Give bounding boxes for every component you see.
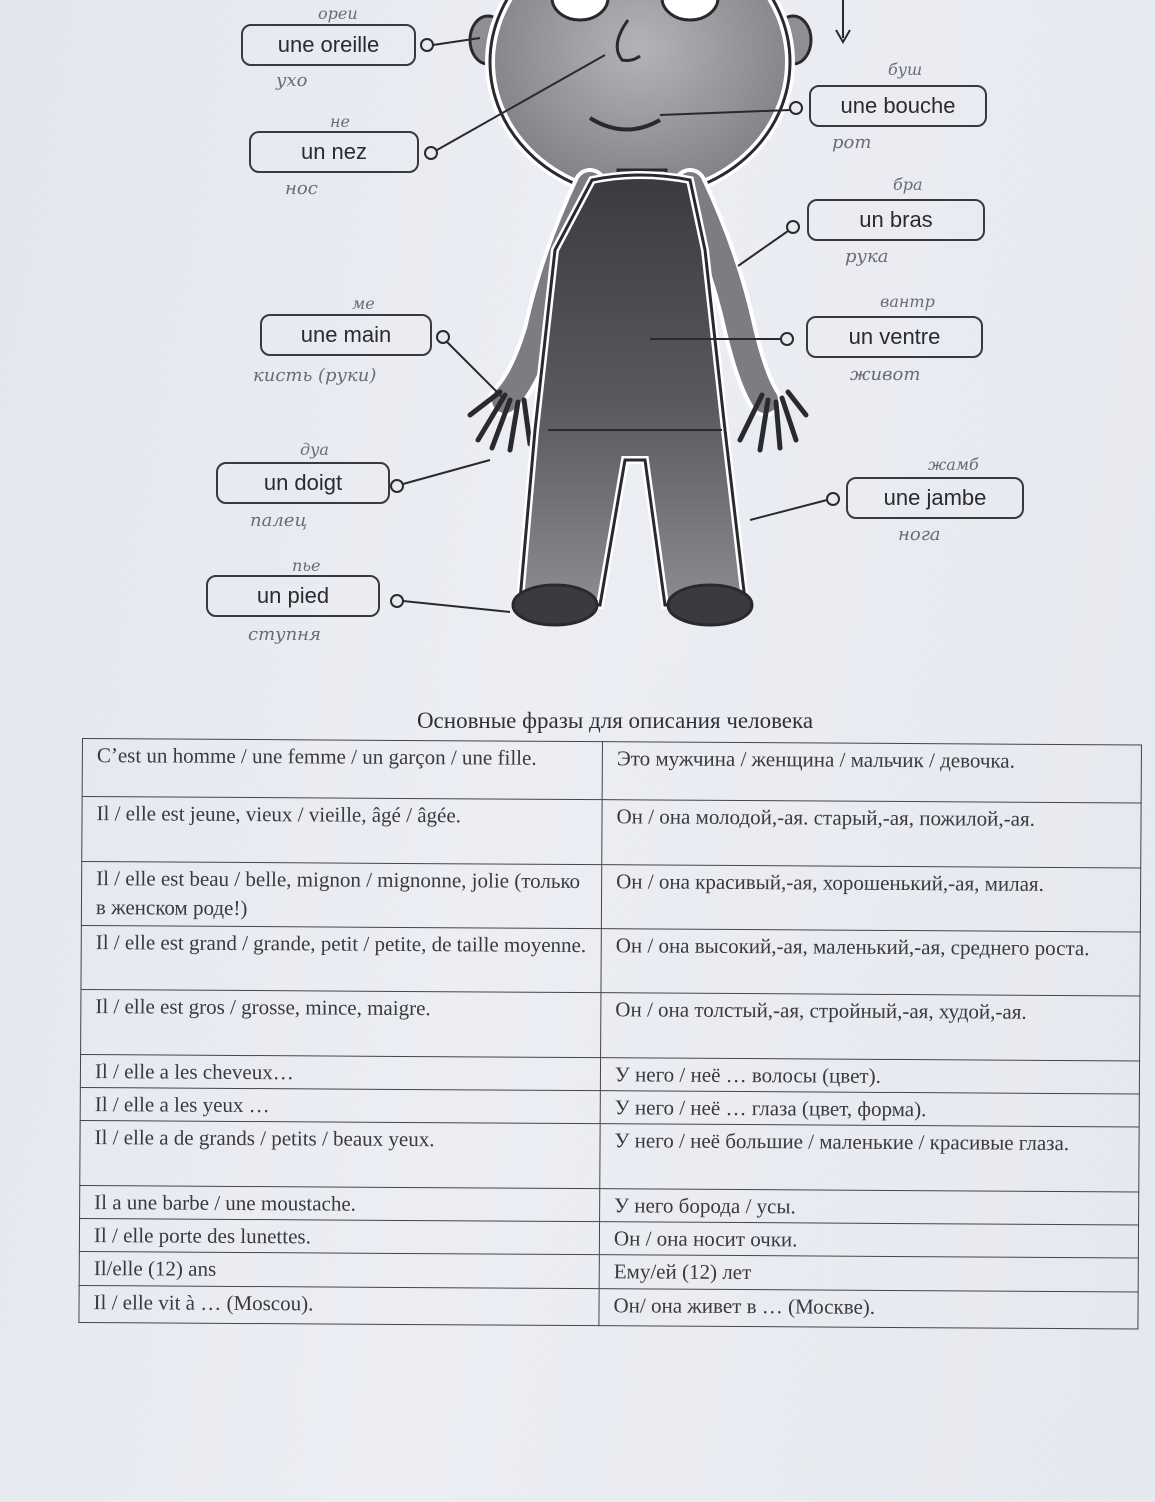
- phrase-russian: У него / неё большие / маленькие / красивые глаза.: [600, 1124, 1139, 1192]
- phrase-russian: Он / она носит очки.: [599, 1222, 1138, 1259]
- label-bouche: une bouche: [809, 85, 987, 127]
- phrase-french: Il / elle est gros / grosse, mince, maigre.: [81, 990, 601, 1058]
- table-row: [81, 990, 1140, 1061]
- label-bras: un bras: [807, 199, 985, 241]
- table-title: Основные фразы для описания человека: [416, 708, 814, 733]
- table-row: [81, 861, 1140, 932]
- phrase-russian: Ему/ей (12) лет: [599, 1255, 1138, 1292]
- phrase-french: Il / elle a les yeux …: [80, 1088, 600, 1124]
- phrases-table: [78, 738, 1142, 1329]
- phrase-french: C’est un homme / une femme / un garçon / une fille.: [82, 739, 602, 800]
- note-oreille-translation: ухо: [276, 70, 308, 91]
- phrase-russian: Он/ она живет в … (Москве).: [599, 1288, 1138, 1329]
- table-row: [80, 1121, 1139, 1192]
- note-doigt-pronunciation: дуа: [300, 440, 329, 459]
- note-pied-translation: ступня: [248, 624, 321, 645]
- phrase-russian: У него / неё … глаза (цвет, форма).: [600, 1091, 1139, 1128]
- phrase-french: Il / elle a les cheveux…: [80, 1054, 600, 1090]
- label-oreille: une oreille: [241, 24, 416, 66]
- label-jambe: une jambe: [846, 477, 1024, 519]
- phrase-russian: У него борода / усы.: [600, 1188, 1139, 1225]
- note-ventre-translation: живот: [850, 364, 921, 385]
- table-row: [82, 739, 1141, 804]
- note-main-translation: кисть (руки): [253, 365, 377, 386]
- note-ventre-pronunciation: вантр: [880, 292, 935, 311]
- note-pied-pronunciation: пье: [292, 556, 321, 575]
- note-jambe-pronunciation: жамб: [928, 455, 979, 474]
- note-bouche-pronunciation: буш: [888, 60, 923, 79]
- phrase-french: Il / elle porte des lunettes.: [79, 1219, 599, 1255]
- phrase-french: Il/elle (12) ans: [79, 1252, 599, 1288]
- body-parts-figure: [0, 0, 1155, 680]
- phrase-russian: Это мужчина / женщина / мальчик / девочка.: [602, 742, 1141, 803]
- table-row: [82, 797, 1141, 868]
- phrase-russian: Он / она толстый,-ая, стройный,-ая, худой,-ая.: [601, 993, 1140, 1061]
- label-nez: un nez: [249, 131, 419, 173]
- phrase-french: Il / elle vit à … (Moscou).: [79, 1285, 599, 1326]
- label-ventre: un ventre: [806, 316, 983, 358]
- phrase-russian: Он / она высокий,-ая, маленький,-ая, среднего роста.: [601, 929, 1140, 997]
- label-main: une main: [260, 314, 432, 356]
- note-bouche-translation: рот: [832, 132, 872, 153]
- note-bras-pronunciation: бра: [893, 175, 923, 194]
- note-bras-translation: рука: [845, 246, 889, 267]
- note-oreille-pronunciation: ореи: [318, 4, 358, 23]
- note-nez-translation: нос: [285, 178, 318, 199]
- note-nez-pronunciation: не: [330, 112, 351, 131]
- phrase-russian: Он / она молодой,-ая. старый,-ая, пожилой,-ая.: [602, 800, 1141, 868]
- note-jambe-translation: нога: [898, 524, 941, 545]
- phrase-french: Il / elle a de grands / petits / beaux yeux.: [80, 1121, 600, 1189]
- phrase-french: Il / elle est jeune, vieux / vieille, âgé / âgée.: [82, 797, 602, 865]
- phrase-russian: У него / неё … волосы (цвет).: [600, 1058, 1139, 1095]
- label-doigt: un doigt: [216, 462, 390, 504]
- label-pied: un pied: [206, 575, 380, 617]
- note-main-pronunciation: ме: [352, 294, 375, 313]
- note-doigt-translation: палец: [250, 510, 307, 531]
- phrase-french: Il / elle est beau / belle, mignon / mignonne, jolie (только в женском роде!): [81, 861, 601, 929]
- phrase-french: Il a une barbe / une moustache.: [80, 1185, 600, 1221]
- phrase-russian: Он / она красивый,-ая, хорошенький,-ая, милая.: [601, 864, 1140, 932]
- phrase-french: Il / elle est grand / grande, petit / petite, de taille moyenne.: [81, 926, 601, 994]
- table-row: [79, 1285, 1138, 1329]
- table-row: [81, 926, 1140, 997]
